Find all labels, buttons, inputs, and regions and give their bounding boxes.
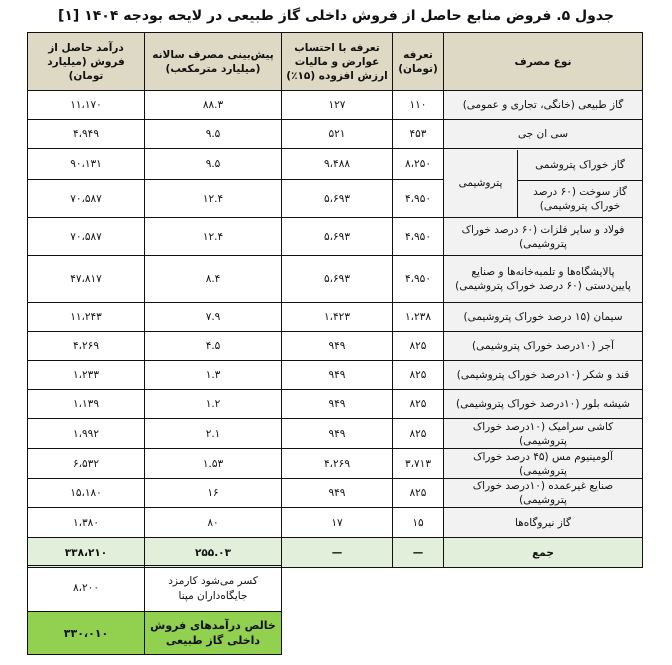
row-tariff: ۴،۹۵۰ (393, 218, 444, 256)
row-revenue: ۹۰،۱۳۱ ۷۰،۵۸۷ (28, 149, 145, 218)
table-title: جدول ۵. فروض منابع حاصل از فروش داخلی گاز طبیعی در لایحه بودجه ۱۴۰۴ [۱] (57, 8, 615, 24)
table-row (28, 120, 643, 149)
header-consumption: پیش‌بینی مصرف سالانه (میلیارد مترمکعب) (145, 33, 282, 91)
row-consumption: ۸۰ (145, 508, 282, 538)
net-label: خالص درآمدهای فروش داخلی گاز طبیعی (145, 612, 282, 655)
table-row (28, 449, 643, 479)
row-type: سی ان جی (444, 120, 643, 149)
petrochem-group-cell (444, 149, 643, 218)
row-tariff-vat: ۹۴۹ (282, 479, 393, 508)
row-tariff-vat: ۹۴۹ (282, 332, 393, 361)
row-revenue: ۱۵،۱۸۰ (28, 479, 145, 508)
row-type: گاز خوراک پتروشمی (518, 150, 642, 181)
gas-revenue-table (27, 32, 643, 568)
row-tariff-vat: ۵۲۱ (282, 120, 393, 149)
sum-tariff-vat: — (282, 538, 393, 568)
sum-tariff: — (393, 538, 444, 568)
row-consumption: ۸۸.۳ (145, 91, 282, 120)
row-consumption: ۹.۵ (145, 120, 282, 149)
table-row (28, 361, 643, 390)
row-revenue: ۴،۹۴۹ (28, 120, 145, 149)
deduction-row (28, 566, 282, 612)
row-tariff: ۸۲۵ (393, 390, 444, 419)
row-tariff: ۱۵ (393, 508, 444, 538)
row-type: پالایشگاه‌ها و تلمبه‌خانه‌ها و صنایع پایین‌دستی (۶۰ درصد خوراک پتروشیمی) (444, 256, 643, 303)
row-revenue: ۷۰،۵۸۷ (28, 218, 145, 256)
row-tariff-vat: ۴،۲۶۹ (282, 449, 393, 479)
group-label: پتروشیمی (458, 177, 503, 189)
table-row (28, 91, 643, 120)
row-tariff: ۸۲۵ (393, 332, 444, 361)
row-revenue: ۴،۲۶۹ (28, 332, 145, 361)
row-revenue: ۱،۱۳۹ (28, 390, 145, 419)
table-row (28, 419, 643, 449)
row-tariff: ۸۲۵ (393, 479, 444, 508)
row-tariff: ۴۵۳ (393, 120, 444, 149)
table-row (28, 479, 643, 508)
row-consumption: ۱.۳ (145, 361, 282, 390)
row-tariff: ۱۱۰ (393, 91, 444, 120)
row-tariff-vat: ۱۲۷ (282, 91, 393, 120)
row-tariff: ۸،۲۵۰ ۴،۹۵۰ (393, 149, 444, 218)
row-revenue: ۶،۵۳۲ (28, 449, 145, 479)
row-revenue: ۱،۲۳۳ (28, 361, 145, 390)
row-revenue: ۱،۹۹۲ (28, 419, 145, 449)
row-revenue: ۱۱،۲۴۳ (28, 303, 145, 332)
row-revenue: ۴۷،۸۱۷ (28, 256, 145, 303)
row-tariff-vat: ۱۷ (282, 508, 393, 538)
table-row (28, 256, 643, 303)
table-row (28, 149, 643, 218)
row-consumption: ۱.۲ (145, 390, 282, 419)
net-value: ۳۳۰،۰۱۰ (28, 612, 145, 655)
row-type: گاز طبیعی (خانگی، تجاری و عمومی) (444, 91, 643, 120)
row-tariff-vat: ۵،۶۹۳ (282, 218, 393, 256)
sum-label: جمع (444, 538, 643, 568)
header-tariff: تعرفه (تومان) (393, 33, 444, 91)
row-tariff: ۱،۲۳۸ (393, 303, 444, 332)
row-type: فولاد و سایر فلزات (۶۰ درصد خوراک پتروشیمی) (444, 218, 643, 256)
header-row (28, 33, 643, 91)
sum-consumption: ۲۵۵.۰۳ (145, 538, 282, 568)
row-tariff-vat: ۵،۶۹۳ (282, 256, 393, 303)
row-tariff-vat: ۱،۴۲۳ (282, 303, 393, 332)
sum-revenue: ۳۳۸،۲۱۰ (28, 538, 145, 568)
row-consumption: ۹.۵ ۱۲.۴ (145, 149, 282, 218)
row-consumption: ۲.۱ (145, 419, 282, 449)
row-consumption: ۱.۵۳ (145, 449, 282, 479)
row-type: آلومینیوم مس (۴۵ درصد خوراک پتروشیمی) (444, 449, 643, 479)
deduction-value: ۸،۲۰۰ (28, 566, 145, 612)
row-tariff: ۴،۹۵۰ (393, 256, 444, 303)
row-consumption: ۸.۴ (145, 256, 282, 303)
table-row (28, 218, 643, 256)
row-tariff: ۸۲۵ (393, 361, 444, 390)
row-consumption: ۴.۵ (145, 332, 282, 361)
header-type: نوع مصرف (444, 33, 643, 91)
row-tariff: ۳،۷۱۳ (393, 449, 444, 479)
row-type: کاشی سرامیک (۱۰درصد خوراک پتروشیمی) (444, 419, 643, 449)
row-revenue: ۱،۳۸۰ (28, 508, 145, 538)
row-type: گاز سوخت (۶۰ درصد خوراک پتروشیمی) (533, 185, 627, 212)
row-type: آجر (۱۰درصد خوراک پتروشیمی) (444, 332, 643, 361)
row-type: سیمان (۱۵ درصد خوراک پتروشیمی) (444, 303, 643, 332)
row-tariff-vat: ۹،۴۸۸ ۵،۶۹۳ (282, 149, 393, 218)
net-row (28, 612, 282, 655)
summary-table (27, 565, 282, 655)
row-revenue: ۱۱،۱۷۰ (28, 91, 145, 120)
row-consumption: ۱۲.۴ (145, 218, 282, 256)
header-revenue: درآمد حاصل از فروش (میلیارد تومان) (28, 33, 145, 91)
sum-row (28, 538, 643, 568)
row-type: صنایع غیرعمده (۱۰درصد خوراک پتروشیمی) (444, 479, 643, 508)
table-row (28, 332, 643, 361)
row-tariff: ۸۲۵ (393, 419, 444, 449)
deduction-label: کسر می‌شود کارمزد جایگاه‌داران مپنا (145, 566, 282, 612)
table-row (28, 390, 643, 419)
row-type: شیشه بلور (۱۰درصد خوراک پتروشیمی) (444, 390, 643, 419)
table-row (28, 508, 643, 538)
row-type: گاز نیروگاه‌ها (444, 508, 643, 538)
header-tariff-vat: تعرفه با احتساب عوارض و مالیات ارزش افزوده (۱۵٪) (282, 33, 393, 91)
row-consumption: ۷.۹ (145, 303, 282, 332)
table-row (28, 303, 643, 332)
row-consumption: ۱۶ (145, 479, 282, 508)
row-tariff-vat: ۹۴۹ (282, 419, 393, 449)
row-type: قند و شکر (۱۰درصد خوراک پتروشیمی) (444, 361, 643, 390)
row-tariff-vat: ۹۴۹ (282, 361, 393, 390)
row-tariff-vat: ۹۴۹ (282, 390, 393, 419)
